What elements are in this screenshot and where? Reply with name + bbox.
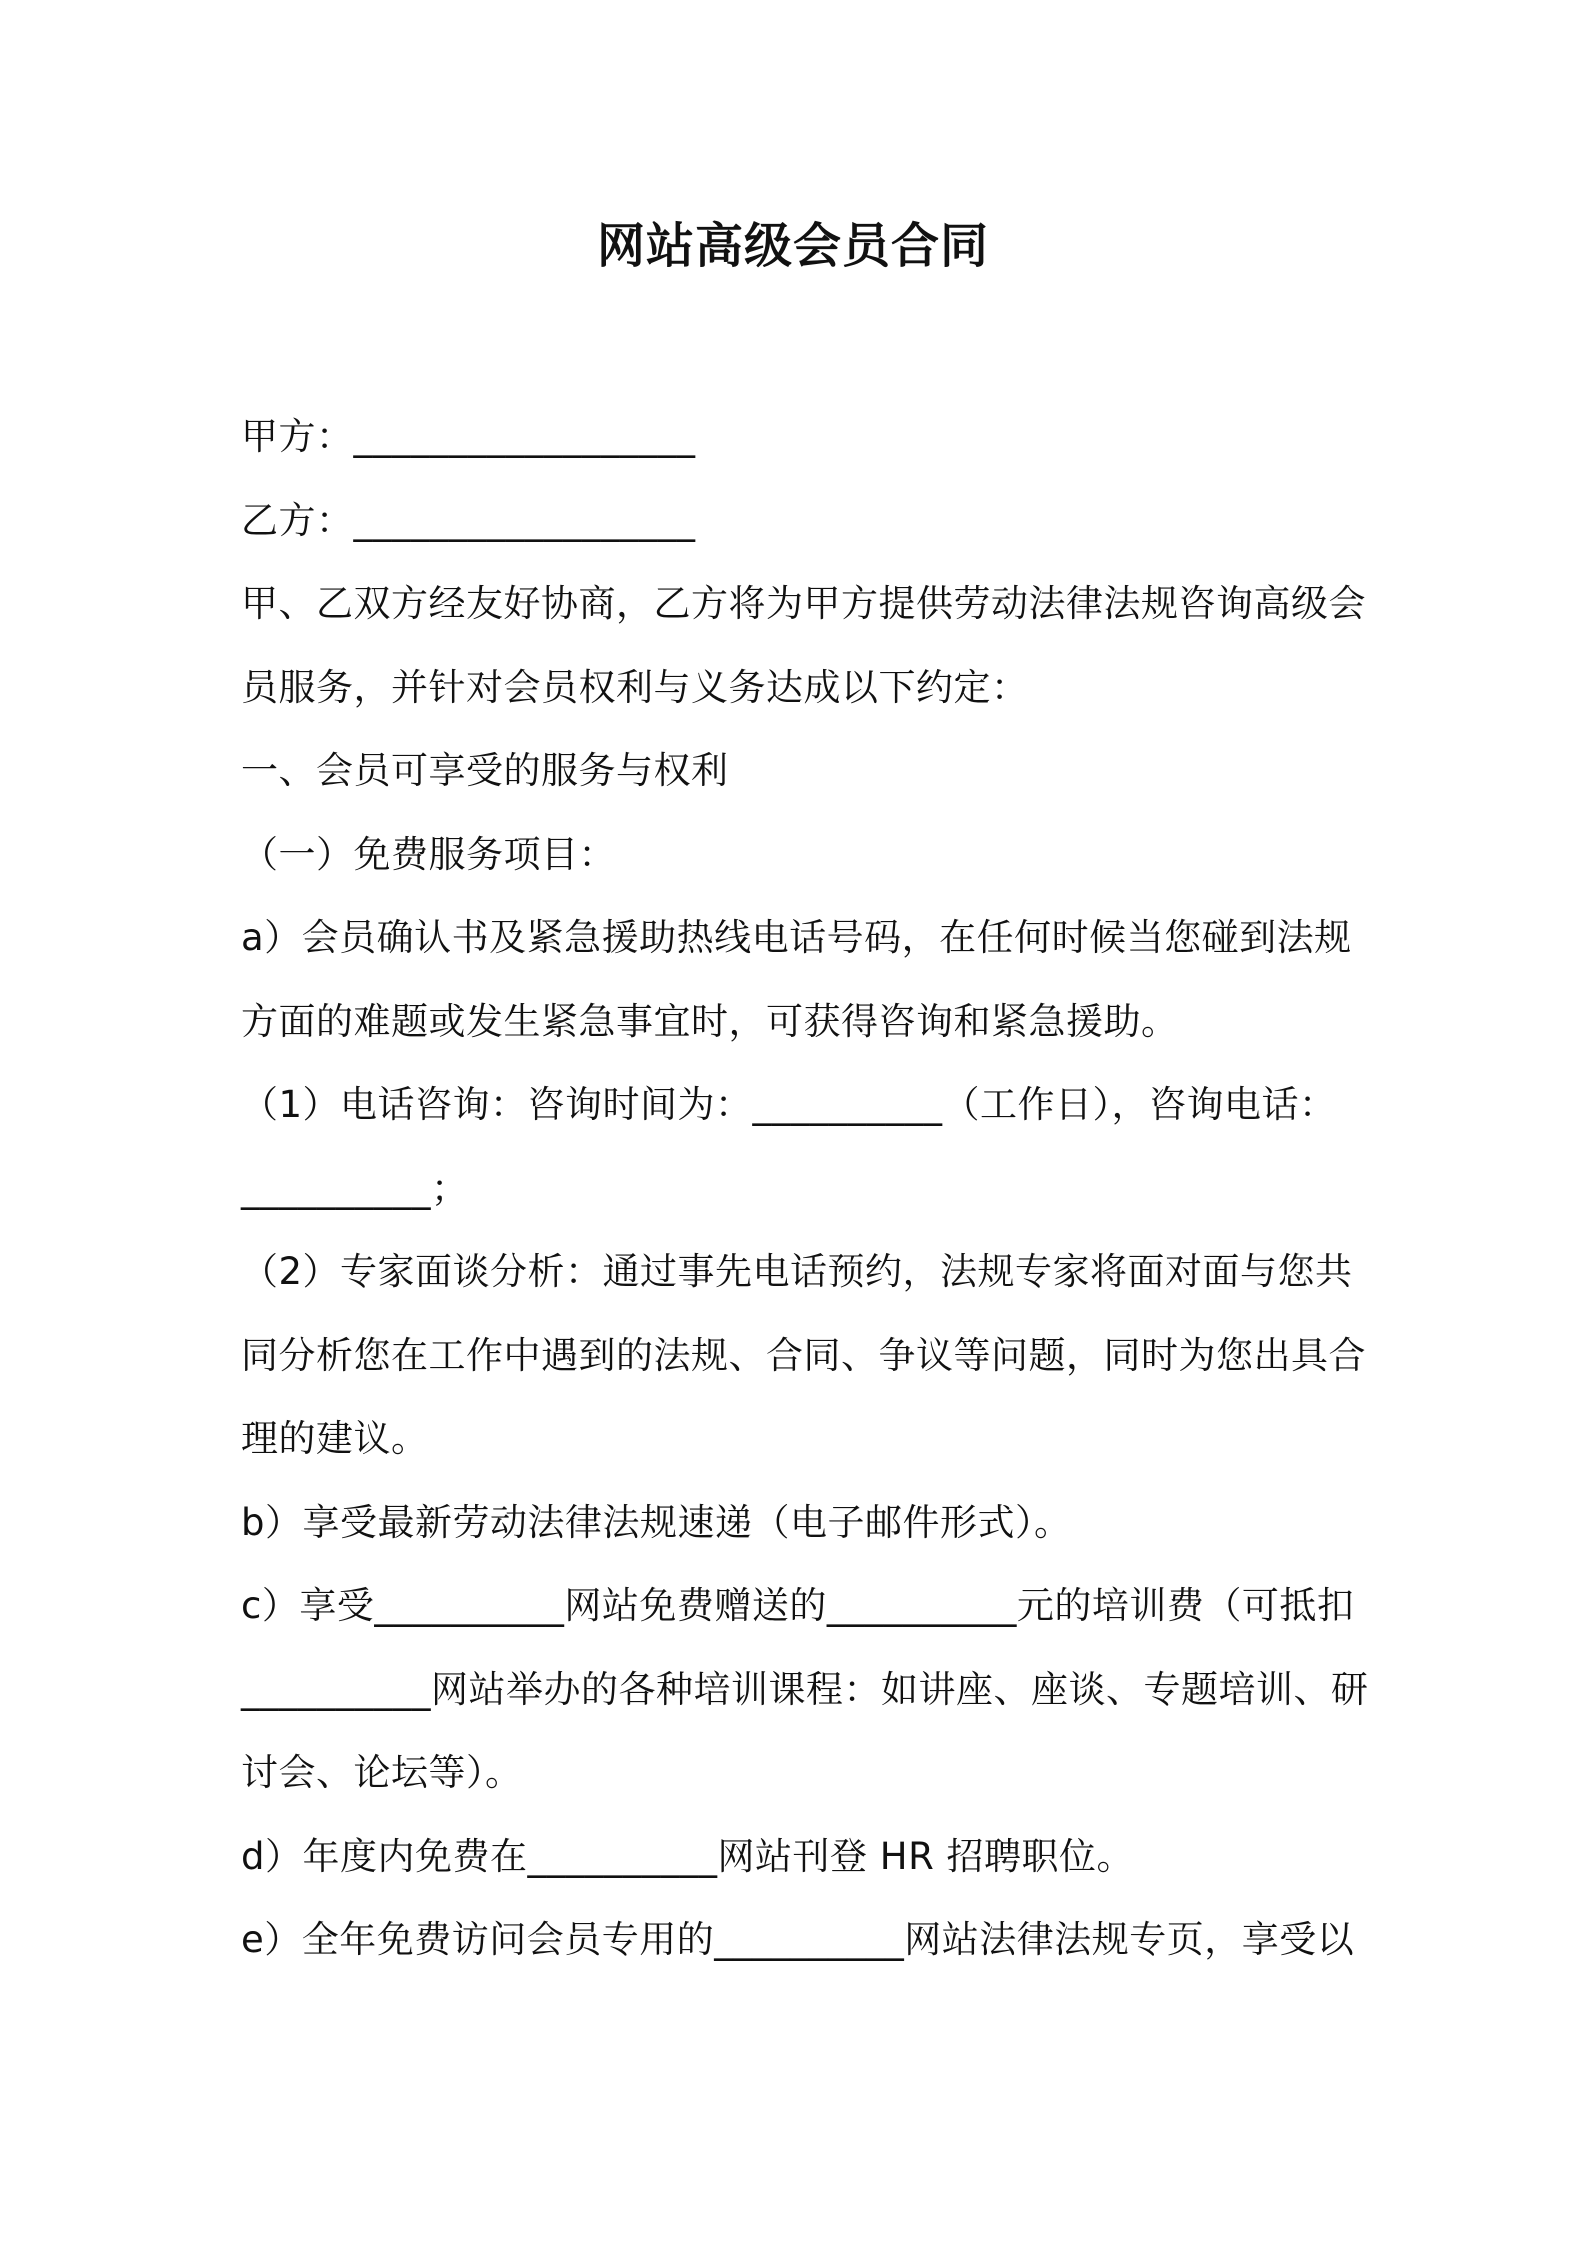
item-a1-line-1: （1）电话咨询：咨询时间为：__________（工作日），咨询电话：: [241, 1083, 1337, 1126]
intro-line-2: 员服务，并针对会员权利与义务达成以下约定：: [241, 666, 1029, 709]
subsection-heading-1: （一）免费服务项目：: [241, 833, 616, 876]
item-c-line-3: 讨会、论坛等）。: [241, 1751, 523, 1794]
item-e-line-1: e）全年免费访问会员专用的__________网站法律法规专页，享受以: [241, 1918, 1355, 1961]
item-c-line-2: __________网站举办的各种培训课程：如讲座、座谈、专题培训、研: [241, 1668, 1369, 1711]
item-a2-line-3: 理的建议。: [241, 1417, 429, 1460]
item-a2-line-1: （2）专家面谈分析：通过事先电话预约，法规专家将面对面与您共: [241, 1250, 1353, 1293]
document-title: 网站高级会员合同: [596, 218, 989, 274]
item-c-line-1: c）享受__________网站免费赠送的__________元的培训费（可抵扣: [241, 1584, 1355, 1627]
section-heading-1: 一、会员可享受的服务与权利: [241, 749, 729, 792]
item-a-line-2: 方面的难题或发生紧急事宜时，可获得咨询和紧急援助。: [241, 1000, 1179, 1043]
item-a-line-1: a）会员确认书及紧急援助热线电话号码，在任何时候当您碰到法规: [241, 916, 1352, 959]
item-b-line: b）享受最新劳动法律法规速递（电子邮件形式）。: [241, 1501, 1072, 1544]
party-b-line: 乙方：__________________: [241, 499, 696, 542]
item-a1-line-2: __________；: [241, 1167, 469, 1210]
intro-line-1: 甲、乙双方经友好协商，乙方将为甲方提供劳动法律法规咨询高级会: [241, 582, 1366, 625]
item-d-line: d）年度内免费在__________网站刊登 HR 招聘职位。: [241, 1835, 1135, 1878]
party-a-line: 甲方：__________________: [241, 415, 696, 458]
item-a2-line-2: 同分析您在工作中遇到的法规、合同、争议等问题，同时为您出具合: [241, 1334, 1366, 1377]
